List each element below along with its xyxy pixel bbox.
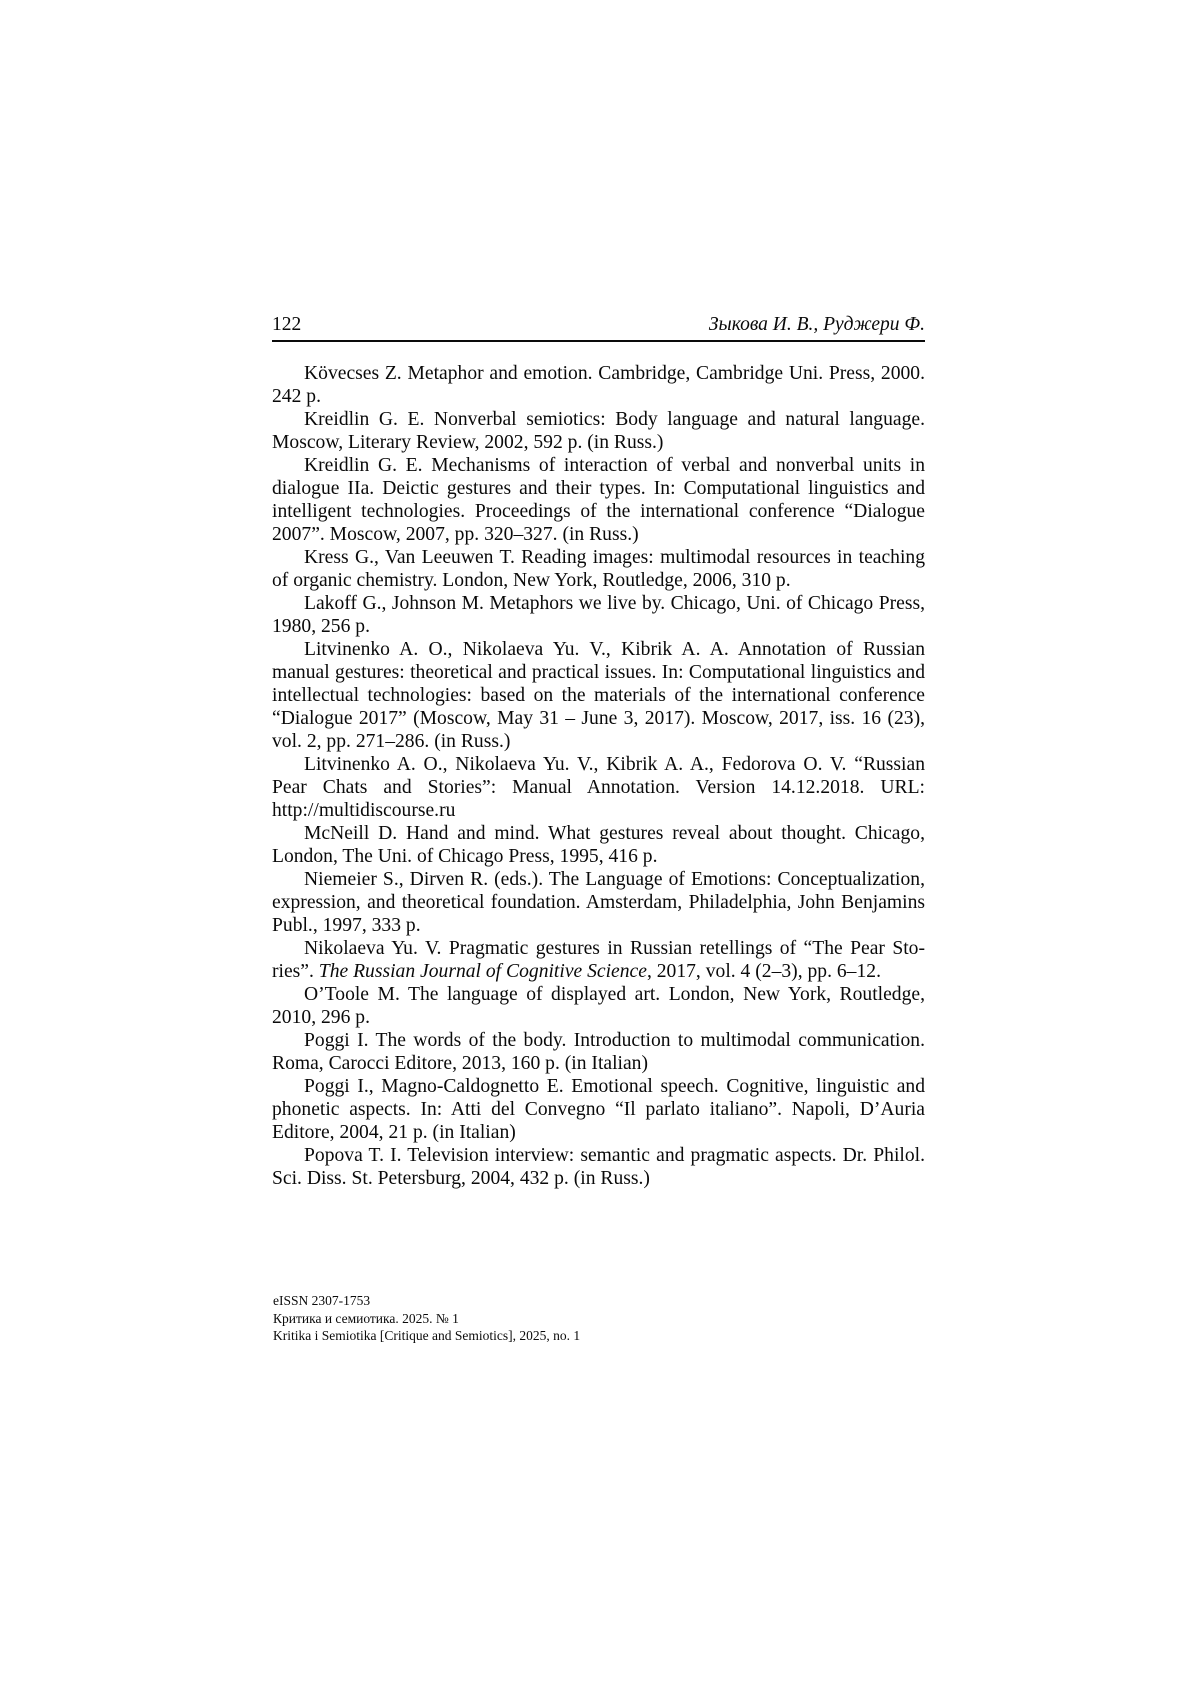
reference-entry [272,546,925,592]
reference-text: Lakoff G., Johnson M. Metaphors we live by. Chicago, Uni. of Chicago Press, 1980, 256 p. [272,593,925,637]
page-header [272,314,925,336]
reference-text: Niemeier S., Dirven R. (eds.). The Language of Emotions: Conceptualization, expression, and theoretical foundation. Amsterdam, Philadelphia, John Benjamins Publ., 1997, 333 p. [272,869,925,936]
reference-text: , 2017, vol. 4 (2–3), pp. 6–12. [646,961,881,982]
reference-entry [272,454,925,546]
reference-entry [272,638,925,753]
reference-text: Kreidlin G. E. Nonverbal semiotics: Body language and natural language. Moscow, Literary Review, 2002, 592 p. (in Russ.) [272,409,925,453]
reference-text: Popova T. I. Television interview: semantic and pragmatic aspects. Dr. Philol. Sci. Diss. St. Petersburg, 2004, 432 p. (in Russ.) [272,1145,925,1189]
page-number: 122 [272,314,302,335]
reference-entry [272,868,925,937]
reference-entry [272,1029,925,1075]
reference-entry [272,592,925,638]
reference-entry [272,1144,925,1190]
reference-text: Kress G., Van Leeuwen T. Reading images: multimodal resources in teaching of organic chemistry. London, New York, Routledge, 2006, 310 p. [272,547,925,591]
reference-entry [272,753,925,822]
reference-entry [272,822,925,868]
reference-entry [272,408,925,454]
reference-text: Nikolaeva Yu. V. Pragmatic gestures in Russian retellings of “The Pear Stories”. [272,938,925,982]
reference-entry [272,1075,925,1144]
footer-eissn: eISSN 2307-1753 [273,1293,371,1308]
reference-entry [272,937,925,983]
reference-text: O’Toole M. The language of displayed art. London, New York, Routledge, 2010, 296 p. [272,984,925,1028]
reference-text: Poggi I. The words of the body. Introduction to multimodal communication. Roma, Carocci Editore, 2013, 160 p. (in Italian) [272,1030,925,1074]
reference-text: Kreidlin G. E. Mechanisms of interaction of verbal and nonverbal units in dialogue IIa. Deictic gestures and their types. In: Computational linguistics and intelligent technologies. Proceedings of the international conference “Dialogue 2007”. Moscow, 2007, pp. 320–327. (in Russ.) [272,455,925,545]
footer-journal-en: Kritika i Semiotika [Critique and Semiotics], 2025, no. 1 [273,1328,581,1343]
footer-journal-ru: Критика и семиотика. 2025. № 1 [273,1310,459,1326]
reference-text: Kövecses Z. Metaphor and emotion. Cambridge, Cambridge Uni. Press, 2000. 242 p. [272,363,925,407]
reference-text: Litvinenko A. O., Nikolaeva Yu. V., Kibrik A. A., Fedorova O. V. “Russian Pear Chats and Stories”: Manual Annotation. Version 14.12.2018. URL: http://multidiscourse.ru [272,754,925,821]
references-list [272,362,925,1190]
reference-text: Poggi I., Magno-Caldognetto E. Emotional speech. Cognitive, linguistic and phonetic aspects. In: Atti del Convegno “Il parlato italiano”. Napoli, D’Auria Editore, 2004, 21 p. (in Italian) [272,1076,925,1143]
reference-entry [272,362,925,408]
reference-text: McNeill D. Hand and mind. What gestures reveal about thought. Chicago, London, The Uni. of Chicago Press, 1995, 416 p. [272,823,925,867]
journal-title-italic: The Russian Journal of Cognitive Science [318,961,647,982]
header-rule [272,340,925,342]
running-head: Зыкова И. В., Руджери Ф. [708,314,925,335]
reference-text: Litvinenko A. O., Nikolaeva Yu. V., Kibrik A. A. Annotation of Russian manual gestures: theoretical and practical issues. In: Computational linguistics and intellectual technologies: based on the materials of the international conference “Dialogue 2017” (Moscow, May 31 – June 3, 2017). Moscow, 2017, iss. 16 (23), vol. 2, pp. 271–286. (in Russ.) [272,639,925,752]
reference-entry [272,983,925,1029]
page-footer [273,1292,580,1345]
